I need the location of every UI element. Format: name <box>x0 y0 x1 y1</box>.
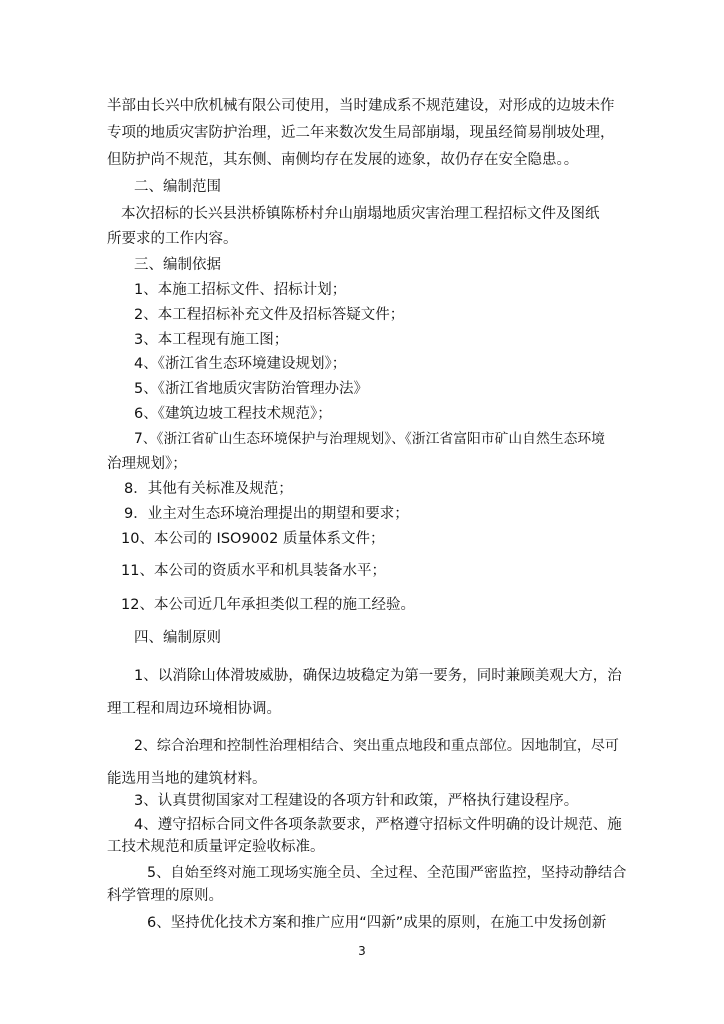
text-line: 专项的地质灾害防护治理，近二年来数次发生局部崩塌，现虽经简易削坡处理， <box>107 125 615 141</box>
list-item: 10、本公司的 ISO9002 质量体系文件； <box>121 531 385 547</box>
list-item: 5、《浙江省地质灾害防治管理办法》 <box>134 381 368 397</box>
text-line: 理工程和周边环境相协调。 <box>107 701 281 717</box>
list-item: 2、本工程招标补充文件及招标答疑文件； <box>134 307 405 323</box>
list-item: 9．业主对生态环境治理提出的期望和要求； <box>124 506 409 522</box>
list-item: 11、本公司的资质水平和机具装备水平； <box>121 563 386 579</box>
text-line: 1、以消除山体滑坡威胁，确保边坡稳定为第一要务，同时兼顾美观大方，治 <box>134 668 622 684</box>
list-item: 4、《浙江省生态环境建设规划》； <box>134 356 347 372</box>
list-item: 7、《浙江省矿山生态环境保护与治理规划》、《浙江省富阳市矿山自然生态环境 <box>134 431 605 447</box>
list-item: 12、本公司近几年承担类似工程的施工经验。 <box>121 597 415 613</box>
text-line: 科学管理的原则。 <box>107 888 223 904</box>
list-item: 6、《建筑边坡工程技术规范》； <box>134 406 332 422</box>
list-item: 1、本施工招标文件、招标计划； <box>134 282 347 298</box>
text-line: 能选用当地的建筑材料。 <box>107 771 267 787</box>
text-line: 4、遵守招标合同文件各项条款要求，严格遵守招标文件明确的设计规范、施 <box>134 817 622 833</box>
section-heading: 四、编制原则 <box>134 630 221 646</box>
section-heading: 三、编制依据 <box>134 257 221 273</box>
text-line: 治理规划》； <box>107 456 187 472</box>
text-line: 但防护尚不规范，其东侧、南侧均存在发展的迹象，故仍存在安全隐患。。 <box>107 152 579 168</box>
text-line: 本次招标的长兴县洪桥镇陈桥村弁山崩塌地质灾害治理工程招标文件及图纸 <box>121 206 600 222</box>
section-heading: 二、编制范围 <box>134 179 221 195</box>
text-line: 工技术规范和质量评定验收标准。 <box>107 839 325 855</box>
text-line: 2、综合治理和控制性治理相结合、突出重点地段和重点部位。因地制宜，尽可 <box>134 738 619 754</box>
text-line: 所要求的工作内容。 <box>107 231 238 247</box>
list-item: 3、本工程现有施工图； <box>134 332 289 348</box>
text-line: 5、自始至终对施工现场实施全员、全过程、全范围严密监控，坚持动静结合 <box>147 865 627 881</box>
text-line: 6、坚持优化技术方案和推广应用“四新”成果的原则，在施工中发扬创新 <box>147 915 607 931</box>
text-line: 3、认真贯彻国家对工程建设的各项方针和政策，严格执行建设程序。 <box>134 793 579 809</box>
list-item: 8．其他有关标准及规范； <box>124 481 293 497</box>
page-number: 3 <box>358 944 366 958</box>
text-line: 半部由长兴中欣机械有限公司使用，当时建成系不规范建设，对形成的边坡未作 <box>107 98 615 114</box>
